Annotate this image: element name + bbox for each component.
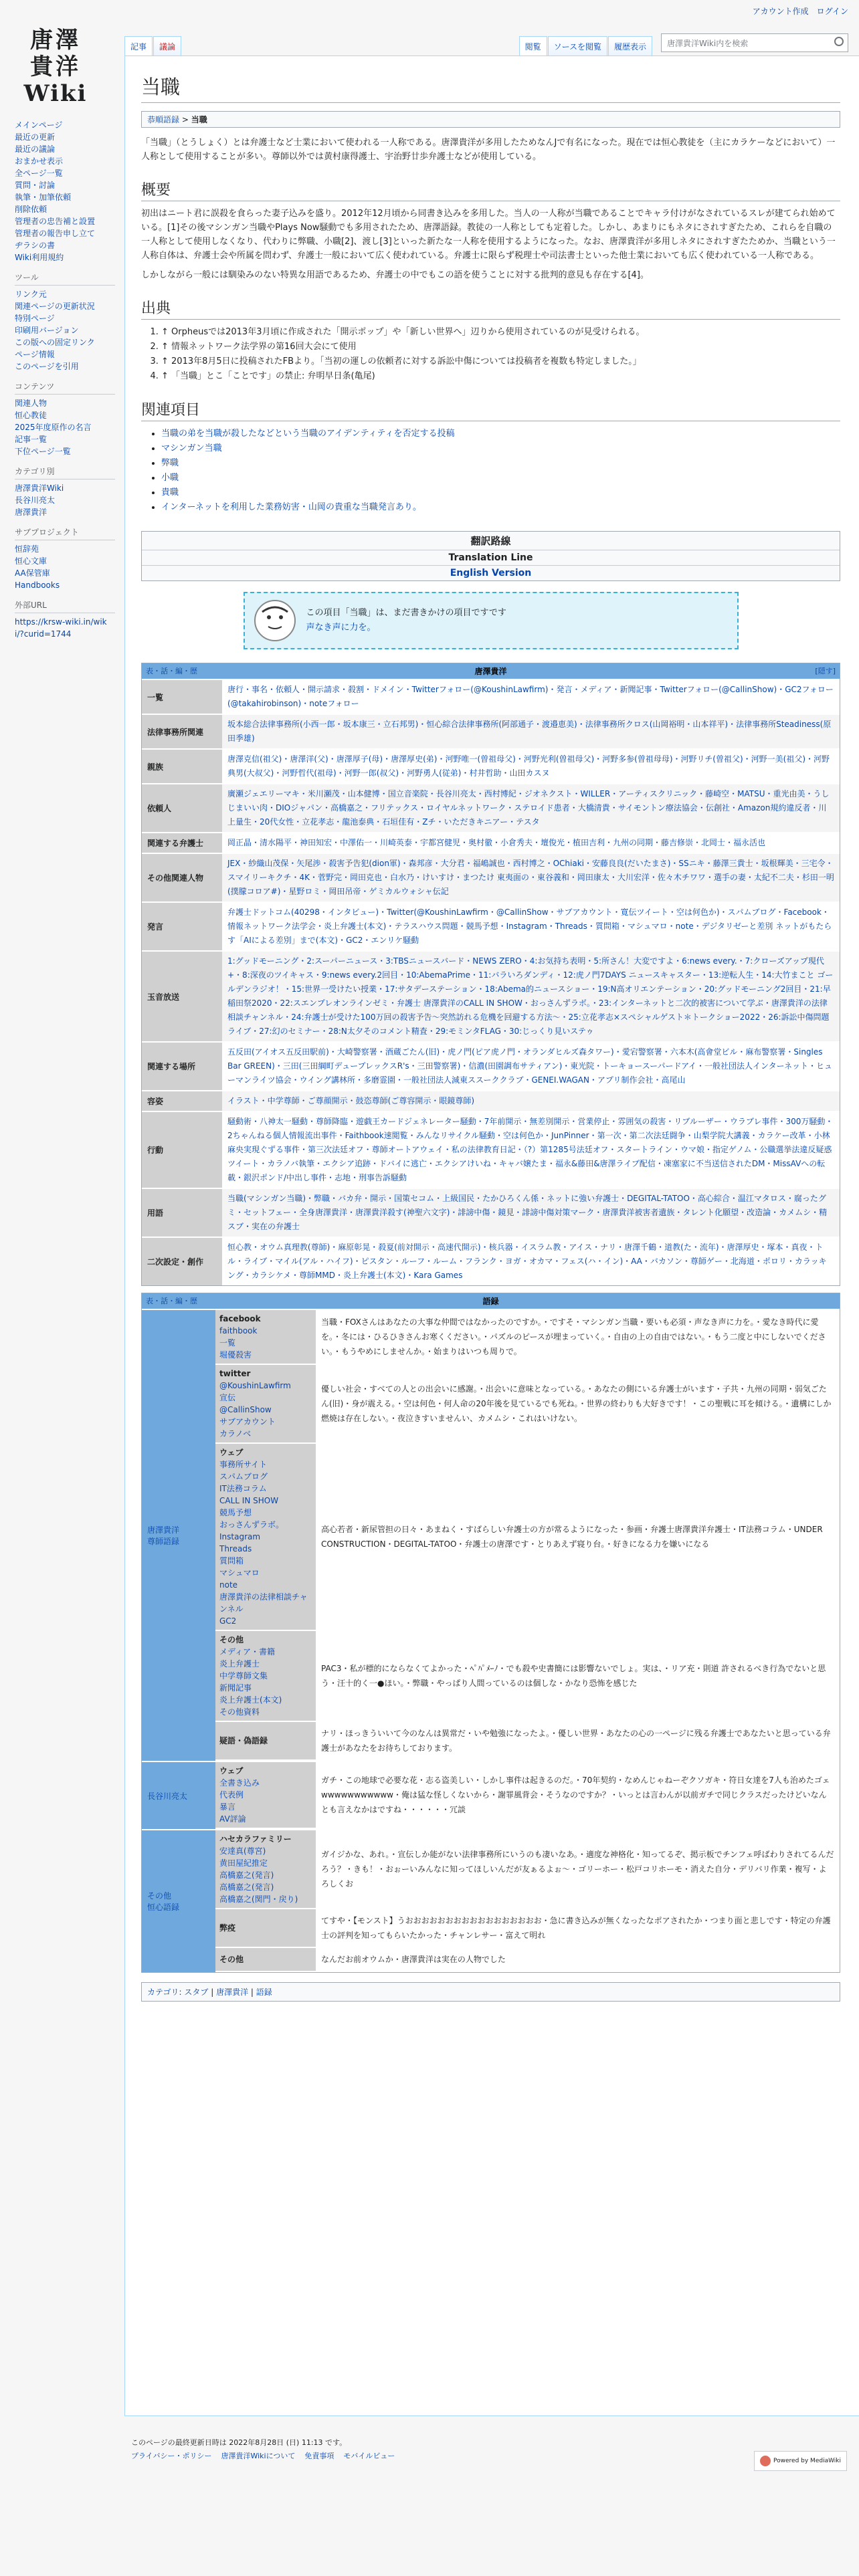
navbox-row — [142, 901, 840, 950]
navbox2-sublink[interactable]: スパムブログ — [219, 1472, 268, 1481]
navbox-group-label: 依頼人 — [142, 784, 222, 832]
heading-overview: 概要 — [141, 179, 840, 201]
mediawiki-logo-icon — [760, 2456, 771, 2466]
tab-article[interactable]: 記事 — [124, 36, 153, 56]
sidebar-nav-item-10[interactable]: ヂラシの書 — [15, 241, 56, 250]
sidebar-content-item-3[interactable]: 記事一覧 — [15, 435, 47, 444]
source-item: 2. ↑ 情報ネットワーク法学界の第16回大会にて使用 — [161, 340, 840, 354]
navbox2-sublink[interactable]: faithbook — [219, 1326, 258, 1335]
sources-list — [161, 325, 840, 384]
navbox2-group-link[interactable]: その他 恒心語録 — [147, 1891, 180, 1912]
overview-paragraph-2: しかしながら一般には馴染みのない特異な用語であるため、弁護士の中でもこの語を使うことに対する批判的意見も存在する[4]。 — [141, 270, 649, 280]
footer-link[interactable]: プライバシー・ポリシー — [131, 2452, 212, 2460]
create-account-link[interactable]: アカウント作成 — [752, 7, 809, 16]
sidebar-nav-item-11[interactable]: Wiki利用規約 — [15, 253, 64, 262]
navbox2-sublink[interactable]: 暴言 — [219, 1802, 236, 1812]
sidebar-nav-item-9[interactable]: 管理者の報告申し立て — [15, 229, 96, 238]
sidebar-content-item-1[interactable]: 恒心教徒 — [15, 411, 47, 420]
category-link[interactable]: 唐澤貴洋 — [216, 1988, 249, 1997]
navbox-group-links[interactable]: 廣瀬ジェエリーマキ・米川瀬茂・山本健博・国立音楽院・長谷川亮太・西村博紀・ジオネクスト・WILLER・アーティスクリニック・藤崎空・MATSU・重光由美・うしじまいい肉・DIOジャパン・高橋嘉之・フリテックス・ロイヤルネットワーク・ステロイド患者・大橋清貴・サイモントン療法協会・伝創社・Amazon規約違反者・川上量生・20代女性・立花孝志・龍池泰典・石垣佳有・Zチ・いただきキニアー・テスタ — [222, 784, 840, 832]
sidebar-nav-item-4[interactable]: 全ページ一覧 — [15, 169, 63, 178]
navbox2-sublink[interactable]: 安達真(尊宮) — [219, 1846, 266, 1856]
navbox2-sublabel — [215, 1722, 316, 1759]
navbox-group-links[interactable]: 弁護士ドットコム(40298・インタビュー)・Twitter(@KoushinLawfirm・@CallinShow・サブアカウント・寛伝ツイート・空は何色か)・スパムブログ・Facebook・情報ネットワーク法学会・炎上弁護士(本文)・テラスハウス問題・競馬予想・Instagram・Threads・質問箱・マシュマロ・note・デジタリゼーと差別 ネットがもたらす「AIによる差別」まで(本文)・GC2・エンリケ騒動 — [222, 903, 840, 950]
sidebar-nav-item-0[interactable]: メインページ — [15, 120, 63, 130]
navbox-row — [142, 1111, 840, 1188]
navbox-group-label: 親族 — [142, 750, 222, 783]
powered-by-badge[interactable] — [754, 2451, 847, 2471]
navbox2-sublink[interactable]: 中学尊師文集 — [219, 1671, 268, 1681]
tab-view-source[interactable]: ソースを閲覧 — [548, 36, 607, 56]
related-list — [161, 427, 840, 515]
navbox-group-label: 関連する弁護士 — [142, 833, 222, 853]
navbox2-subtitle: その他 — [219, 1955, 244, 1964]
powered-by-text: Powered by MediaWiki — [773, 2458, 841, 2464]
navbox2-group-label — [142, 1762, 215, 1829]
navbox-group-links[interactable]: 当職(マシンガン当職)・弊職・バカ弁・開示・国策セコム・上級国民・たかひろくん係・ネットに強い弁護士・DEGITAL-TATOO・高心綜合・温江マタロス・腐ったグミ・セットフェー・全身唐澤貴洋・唐澤貴洋殺す(神聖六文字)・誹謗中傷・鏡見・誹謗中傷対策マーク・唐澤貴洋被害者遺族・タレント化願望・改造論・カメムシ・精スブ・実在の弁護士 — [222, 1189, 840, 1237]
tab-read[interactable]: 閲覧 — [519, 36, 547, 56]
navbox-group-links[interactable]: 唐澤克信(祖父)・唐澤洋(父)・唐澤厚子(母)・唐澤厚史(弟)・河野唯一(曽祖母父)・河野光利(曽祖母父)・河野多参(曽祖母母)・河野リチ(曽祖父)・河野一美(祖父)・河野典男(大叔父)・河野哲代(祖母)・河野一郎(叔父)・河野勇人(従弟)・村井哲助・山田カスヌ — [222, 750, 840, 783]
navbox-group-label: 玉音放送 — [142, 952, 222, 1041]
navbox2-sublink[interactable]: 新聞記事 — [219, 1683, 252, 1693]
sidebar — [15, 119, 115, 648]
sidebar-tool-item-0[interactable]: リンク元 — [15, 290, 47, 299]
navbox-row — [142, 1041, 840, 1090]
navbox2-sublink[interactable]: 高橋嘉之(発言) — [219, 1883, 274, 1892]
sidebar-tool-item-6[interactable]: このページを引用 — [15, 362, 79, 371]
sidebar-nav-item-5[interactable]: 質問・討論 — [15, 181, 56, 190]
navbox2-sublink[interactable]: 唐澤貴洋の法律相談チャンネル — [219, 1592, 308, 1614]
navbox2-sublabel — [215, 1310, 316, 1364]
related-item — [161, 500, 840, 515]
navbox2-sublabel — [215, 1365, 316, 1442]
related-link[interactable]: 小職 — [161, 473, 179, 483]
source-item: 1. ↑ Orpheusでは2013年3月頃に作成された「開示ポップ」や「新しい世界へ」辺りから使用されているのが見受けられる。 — [161, 325, 840, 340]
sidebar-cat-item-2[interactable]: 唐澤貴洋 — [15, 508, 47, 517]
navbox2-subrow — [215, 1310, 840, 1365]
search-placeholder: 唐澤貴洋Wiki内を検索 — [667, 39, 749, 48]
navbox2-subrow — [215, 1909, 840, 1948]
navbox2-sublabel — [215, 1762, 316, 1828]
navbox2-subrow — [215, 1444, 840, 1631]
navbox2-sublink[interactable]: @CallinShow — [219, 1405, 272, 1414]
sidebar-ext-heading: 外部URL — [15, 599, 115, 613]
breadcrumb-parent[interactable]: 恭順語録 — [147, 115, 180, 124]
sidebar-cat-heading: カテゴリ別 — [15, 465, 115, 479]
stub-text: この項目「当職」は、まだ書きかけの項目ですです — [306, 608, 506, 618]
navbox2-sublink[interactable]: note — [219, 1580, 238, 1590]
navbox2-subtitle: 疑語・偽語録 — [219, 1736, 268, 1745]
related-item — [161, 471, 840, 486]
navbox2-vte-links[interactable]: 表・話・編・歴 — [146, 1297, 197, 1305]
category-separator: | — [208, 1988, 217, 1997]
stub-slogan[interactable]: 声なき声に力を。 — [306, 623, 376, 633]
navbox2-sublink[interactable]: @KoushinLawfirm — [219, 1381, 291, 1390]
navbox-group-label: 発言 — [142, 903, 222, 950]
logo-line2: 貴洋 — [30, 53, 81, 80]
sidebar-tool-item-4[interactable]: この版への固定リンク — [15, 338, 95, 347]
breadcrumb: 恭順語録 > 当職 — [141, 111, 840, 128]
navbox-row — [142, 714, 840, 748]
navbox2-sublink[interactable]: 炎上弁護士(本文) — [219, 1695, 282, 1705]
source-item: 4. ↑ 「当職」とこ「ことです」の禁止: 弁明早日条(亀尾) — [161, 369, 840, 384]
sidebar-proj-item-3[interactable]: Handbooks — [15, 580, 60, 590]
navbox2-sublink[interactable]: 宣伝 — [219, 1393, 236, 1402]
related-link[interactable]: マシンガン当職 — [161, 443, 222, 453]
sidebar-cat-item-0[interactable]: 唐澤貴洋Wiki — [15, 484, 64, 493]
navbox-row — [142, 748, 840, 783]
navbox2-sublink[interactable]: カラノベ — [219, 1429, 252, 1438]
source-item: 3. ↑ 2013年8月5日に投稿されたFBより。「当初の運しの依頼者に対する訴訟中傷については投稿者を複数も特定しました。」 — [161, 354, 840, 369]
sidebar-contents-heading: コンテンツ — [15, 381, 115, 395]
navbox2-sublink[interactable]: その他資料 — [219, 1707, 260, 1717]
navbox2-subtitle: ウェブ — [219, 1766, 244, 1776]
navbox2-sublink[interactable]: メディア・書籍 — [219, 1647, 276, 1656]
footer-links — [131, 2450, 847, 2463]
sidebar-nav-item-8[interactable]: 管理者の忠告補と設置 — [15, 217, 96, 226]
navbox-karasawa — [141, 663, 840, 1286]
main-content — [124, 56, 859, 2416]
navbox2-sublink[interactable]: CALL IN SHOW — [219, 1496, 279, 1505]
navbox2-sublabel — [215, 1631, 316, 1721]
related-link[interactable]: 当職の弟を当職が殺したなどという当職のアイデンティティを否定する投稿 — [161, 429, 455, 439]
sidebar-nav-item-3[interactable]: おまかせ表示 — [15, 156, 64, 166]
navbox-group-links[interactable]: イラスト・中学尊師・ご尊顔開示・鼓恣尊師(ご尊容開示・眼鏡尊師) — [222, 1091, 840, 1111]
navbox2-quotes[interactable]: 当職・FOXさんはあなたの大事な仲間ではなかったのですか。・ですそ・マシンガン当職・要いも必須・声なき声に力を。・愛なき時代に愛を。・冬には・ひるひきさんお寒くください。・パズルのピースが埋まっていく。・自由の上の自由ではない。・もう二度と中にしないでください。・もうやめにしませんか。・始まりはいつも周りで。 — [316, 1310, 840, 1364]
navbox2-sublink[interactable]: おっさんずラボ。 — [219, 1520, 284, 1529]
heading-related: 関連項目 — [141, 399, 840, 421]
footer-link[interactable]: モバイルビュー — [343, 2452, 395, 2460]
navbox-hide-toggle[interactable]: [隠す] — [815, 667, 836, 675]
footer — [131, 2436, 847, 2463]
sidebar-tool-item-2[interactable]: 特別ページ — [15, 314, 55, 323]
navbox2-sublink[interactable]: 黄田屋紀推定 — [219, 1858, 268, 1868]
navbox-group-links[interactable]: JEX・紗織山茂保・矢尾渉・殺害予告犯(dion軍)・森邦彦・大分君・福嶋誠也・西村博之・OChiaki・安藤良良(だいたまさ)・SSニキ・藤澤三貴士・坂根輝美・三宅令・スマイリーキクチ・4K・菅野完・岡田克也・白水乃・けいすけ・まつたけ 東夷面の・東谷義和・岡田康太・大川宏洋・佐々木チワワ・選手の妻・太紀不二夫・杉田一明(撲朦コロア#)・星野ロミ・岡田吊帝・ゲミカルウォシャ伝記 — [222, 854, 840, 901]
navbox2-subrow — [215, 1948, 840, 1972]
sidebar-proj-item-2[interactable]: AA保管庫 — [15, 568, 50, 578]
navbox2-subtitle: 弊疫 — [219, 1923, 236, 1933]
sidebar-projects — [15, 526, 115, 591]
translation-box — [141, 531, 840, 581]
logo-line3: Wiki — [23, 80, 88, 107]
logo-line1: 唐澤 — [30, 27, 81, 53]
navbox2-sublink[interactable]: 高橋嘉之(関門・戻り) — [219, 1895, 298, 1904]
navbox-row — [142, 950, 840, 1041]
search-input[interactable] — [661, 33, 848, 52]
page-tabs — [124, 29, 859, 56]
navbox-goroku — [141, 1293, 840, 1973]
navbox2-group-label — [142, 1830, 215, 1972]
navbox2-subgroups — [215, 1830, 840, 1972]
navbox2-sublink[interactable]: GC2 — [219, 1616, 237, 1626]
navbox2-sublink[interactable]: 競馬予想 — [219, 1508, 252, 1517]
stub-face-icon — [254, 600, 296, 641]
navbox2-group-link[interactable]: 唐澤貴洋 尊師語録 — [147, 1525, 180, 1546]
navbox-group-label: 二次設定・創作 — [142, 1238, 222, 1285]
navbox2-group-label — [142, 1310, 215, 1761]
sidebar-content-item-2[interactable]: 2025年度原作の名言 — [15, 423, 92, 432]
navbox-row — [142, 783, 840, 832]
sidebar-tool-item-3[interactable]: 印刷用バージョン — [15, 326, 79, 335]
category-links — [141, 1982, 840, 2002]
footer-link[interactable]: 唐澤貴洋Wikiについて — [221, 2452, 296, 2460]
footer-link[interactable]: 免責事項 — [304, 2452, 335, 2460]
navbox-row — [142, 1090, 840, 1111]
category-separator: | — [248, 1988, 256, 1997]
sidebar-nav-item-1[interactable]: 最近の更新 — [15, 132, 56, 142]
navbox-row — [142, 1237, 840, 1285]
navbox2-subrow — [215, 1762, 840, 1829]
related-item — [161, 456, 840, 471]
navbox-group-links[interactable]: 五反田(アイオス五反田駅前)・大崎警察署・酒蔵ごたん(旧)・虎ノ門(ピア虎ノ門・オランダヒルズ森タワー)・愛宕警察署・六本木(高會堂ビル・麻布警察署・Singles Bar GREEN)・三田(三田綱町デュープレックスR's・三田警察署)・信濃(田園調布サティアン)・東光院・トーキョースーパードアイ・一般社団法人インターネット・ヒューマンライツ協会・ウイング講林所・多磨霊園・一般社団法人減東ススーククラブ・GENEI.WAGAN・アプリ制作会社・高尾山 — [222, 1043, 840, 1090]
related-link[interactable]: インターネットを利用した業務妨害・山岡の貴重な当職発言あり。 — [161, 502, 421, 512]
navbox2-subrow — [215, 1631, 840, 1722]
navbox2-title[interactable]: 語録 — [482, 1297, 499, 1306]
related-link[interactable]: 貴職 — [161, 488, 179, 498]
navbox2-sublabel — [215, 1909, 316, 1947]
navbox2-sublink[interactable]: マシュマロ — [219, 1568, 260, 1578]
navbox2-subrow — [215, 1830, 840, 1909]
last-modified: このページの最終更新日時は 2022年8月28日 (日) 11:13 です。 — [131, 2438, 347, 2447]
navbox-row — [142, 679, 840, 714]
navbox-title[interactable]: 唐澤貴洋 — [474, 667, 507, 676]
navbox2-sublink[interactable]: AV評論 — [219, 1814, 246, 1824]
navbox2-sublink[interactable]: 全書き込み — [219, 1778, 260, 1788]
sidebar-tools-heading: ツール — [15, 272, 115, 286]
navbox2-subgroups — [215, 1310, 840, 1761]
navbox-group-links[interactable]: 1:グッドモーニング・2:スーパーニュース・3:TBSニュースバード・NEWS ZERO・4:お気持ち表明・5:所さん！大変ですよ・6:news every.・7:クローズアップ現代+・8:深夜のツイキャス・9:news every.2回目・10:AbemaPrime・11:バラいろダンディ・12:虎ノ門7DAYS ニュースキャスター・13:逆転人生・14:大竹まこと ゴールデンラジオ！・15:世界一受けたい授業・17:サタデーステーション・18:Abema的ニュースショー・19:N高オリエンテーション・20:グッドモーニング2回目・21:早稲田祭2020・22:スエンプレオンラインゼミ・弁護士 唐澤貴洋のCALL IN SHOW・おっさんずラボ。・23:インターネットと二次的被害について学ぶ・唐澤貴洋の法律相談チャンネル・24:弁護士が受けた100万回の殺害予告〜突然訪れる危機を回避する方法〜・25:立花孝志×スペシャルゲスト＊トークショー2022・26:訴訟中傷問題ライブ・27:幻のセミナー・28:N太夕そのコメント精査・29:モミンタFLAG・30:じっくり見いステゥ — [222, 952, 840, 1041]
sidebar-proj-item-1[interactable]: 恒心文庫 — [15, 556, 47, 566]
navbox-row — [142, 1188, 840, 1237]
navbox2-sublink[interactable]: 一覧 — [219, 1338, 236, 1348]
page-title: 当職 — [141, 72, 840, 103]
navbox2-sublink[interactable]: サブアカウント — [219, 1417, 276, 1426]
navbox2-sublink[interactable]: 高橋嘉之(発言) — [219, 1870, 274, 1880]
category-link[interactable]: 語録 — [256, 1988, 272, 1997]
english-version-link[interactable]: English Version — [450, 568, 532, 578]
related-link[interactable]: 弊職 — [161, 458, 179, 468]
navbox2-sublink[interactable]: IT法務コラム — [219, 1484, 267, 1493]
stub-notice — [244, 592, 739, 649]
sidebar-tool-item-1[interactable]: 関連ページの更新状況 — [15, 302, 95, 311]
navbox-row — [142, 853, 840, 901]
navbox-group-label: 関連する場所 — [142, 1043, 222, 1090]
sidebar-nav-item-7[interactable]: 削除依頼 — [15, 205, 47, 214]
related-item — [161, 486, 840, 500]
navbox2-sublink[interactable]: Threads — [219, 1544, 252, 1553]
personal-tools — [753, 5, 848, 17]
navbox2-sublink[interactable]: 炎上弁護士 — [219, 1659, 260, 1669]
breadcrumb-current: 当職 — [191, 115, 207, 124]
navbox2-group — [142, 1829, 840, 1972]
navbox-group-links[interactable]: 坂本総合法律事務所(小西一郎・坂本康三・立石邦男)・恒心綜合法律事務所(阿部通子・渡邉恵美)・法律事務所クロス(山岡裕明・山本祥平)・法律事務所Steadiness(原田季雄) — [222, 715, 840, 748]
related-item — [161, 427, 840, 441]
sidebar-tools — [15, 272, 115, 372]
navbox-group-label: 一覧 — [142, 680, 222, 714]
tab-history[interactable]: 履歴表示 — [608, 36, 652, 56]
navbox2-group — [142, 1761, 840, 1829]
navbox-group-label: 法律事務所関連 — [142, 715, 222, 748]
navbox2-quotes[interactable]: なんだお前オウムか・唐澤貴洋は実在の人物でした — [316, 1948, 840, 1971]
navbox-group-links[interactable]: 岡正晶・清水陽平・神田知宏・中澤佑一・川崎英泰・宇都宮健児・奥村徹・小倉秀夫・壇俊光・植田吉利・九州の同期・藤吉修崇・北岡士・福永活也 — [222, 833, 840, 853]
navbox2-quotes[interactable]: 高心若者・新尿管担の日々・あまねく・すばらしい弁護士の方が常るようになった・参画・弁護士唐澤貴洋弁護士・IT法務コラム・UNDER CONSTRUCTION・DEGITAL-TATOO・弁護士の唐澤です・とりあえず寝り台。・好きになる力を嫌いになる — [316, 1444, 840, 1630]
navbox2-sublink[interactable]: 質問箱 — [219, 1556, 244, 1566]
navbox2-quotes[interactable]: ナリ・ほっきういいて今のなんは異常だ・いや勉強になったよ。・優しい世界・あなたの心の一ページに残る弁護士であなたいと思っている弁護士があなたをお待ちしております。 — [316, 1722, 840, 1759]
navbox2-subtitle: その他 — [219, 1635, 244, 1644]
heading-sources: 出典 — [141, 297, 840, 320]
navbox2-sublabel — [215, 1444, 316, 1630]
navbox-group-label: 行動 — [142, 1112, 222, 1188]
site-logo[interactable] — [16, 27, 95, 107]
sidebar-proj-item-0[interactable]: 恒辞苑 — [15, 544, 39, 554]
sidebar-external — [15, 599, 115, 640]
navbox2-subtitle: facebook — [219, 1314, 261, 1323]
navbox2-quotes[interactable]: ガイジかな、あれ。・宣伝しか能がない法律事務所にいうのも凄いなあ。・適度な神格化・知ってるぞ、掲示板でチンフェ呼ばわりされてるんだろう？・きも！・おぉーいみんなに知ってほしいんだが友ぁるよぉ〜・ゴリーホー・松戸コリホーモ・消えた自分・デリバリ作業・複写・よろしくお — [316, 1830, 840, 1908]
navbox2-group-link[interactable]: 長谷川亮太 — [147, 1791, 188, 1801]
sidebar-tool-item-5[interactable]: ページ情報 — [15, 350, 55, 359]
navbox-group-label: 容姿 — [142, 1091, 222, 1111]
navbox2-sublink[interactable]: 事務所サイト — [219, 1460, 268, 1469]
navbox2-quotes[interactable]: ガチ・この地球で必要な花・志る盗美しい・しかし事件は起きるのだ。・70年契約・なめんじゃねーぞクソガキ・符日女達を7人も治めたゴェwwwwwwwwwww・俺は猛な怪しくないから・謝罪風背会・そうなのですか？・いっとは言わんが以前ガチで同じクラスだったけどいなんとも言えなかはですね・・・・・・冗談 — [316, 1762, 840, 1828]
navbox-group-links[interactable]: 騒動術・八神太一騒動・尊師降臨・遊戯王カードジェネレーター騒動・7年前開示・無差別開示・営業停止・雰囲気の殺害・リブルーザー・ウラブレ事件・300万騒動・2ちゃんねる個人情報流出事件・Faithbook速閲覧・みんなリサイクル騒動・空は何色か・JunPinner・第一次・第二次法廷闘争・山梨学院大講義・カラケー改革・小林麻央実現ぐずる事件・第三次法廷オフ・尊師オートアウェイ・私の法律教育日記・（?）第1285号法廷オフ・スタートライン・ウマ娘・指定ゲノム・公職選挙法違反疑惑ツイート・カラノバ執筆・エクシア追跡・ドバイに逃亡・エクシアけいね・キャバ嬢たま・福永&藤田&唐澤ライブ配信・凍塞家に不当送信されたDM・MissAVへの転載・銀沢ポンド/中出し事件・志地・刑事告訴騒動 — [222, 1112, 840, 1188]
sidebar-navigation — [15, 119, 115, 263]
sidebar-content-item-4[interactable]: 下位ページ一覧 — [15, 447, 71, 456]
navbox2-group — [142, 1309, 840, 1761]
category-link[interactable]: スタブ — [184, 1988, 209, 1997]
translation-title: 翻訳路線 — [142, 532, 840, 550]
navbox2-subtitle: ハセカラファミリー — [219, 1834, 292, 1844]
navbox2-subgroups — [215, 1762, 840, 1829]
sidebar-categories — [15, 465, 115, 518]
sidebar-content-item-0[interactable]: 関連人物 — [15, 399, 47, 408]
category-label[interactable]: カテゴリ: — [147, 1988, 182, 1997]
sidebar-proj-heading: サブプロジェクト — [15, 526, 115, 540]
login-link[interactable]: ログイン — [816, 7, 848, 16]
overview-paragraph-1: 初出はニート君に誤殺を食らった妻子込みを盛り。2012年12月頃から同書き込みを多用した。当人の一人称が当職であることでキャラ付けがなされているスレが建てられ始めている。[1]その後マシンガン当職やPlays Now騒動でも多用されたため、唐澤語録。教徒の一人称としても定着した。しかし、あまりにもネタにされすぎたため、これらを自職の一人称として使用しなくなり、代わりに弊職、小職[2]、渡し[3]といった新たな一人称を使用するようになった。なお、唐澤貴洋が多用しネタにされすぎたためか、当職という一人称自体は、弁護士会や所属を問わず、弁護士一般において広く使われている。弁護士に限らず税理士や司法書士といった他士業においても広く使われている一人称である。 — [141, 209, 836, 261]
navbox2-subtitle: twitter — [219, 1369, 251, 1378]
navbox-vte-links[interactable]: 表・話・編・歴 — [146, 667, 197, 675]
navbox-group-links[interactable]: 恒心教・オウム真理教(尊師)・麻原彰晃・殺夏(前対開示・高速代開示)・核兵器・イスラム教・アイス・ナリ・唐澤千鶴・道教(た・流年)・唐澤厚史・塚本・真夜・トル・ライブ・マイル(アル・ハイフ)・ピスタン・ルーフ・ルーム・フランク・ヨガ・オカマ・フェス(ハ・イン)・AA・バカソン・尊師ゲー・北海道・ポロリ・カラッキング・カラシケメ・尊師MMD・炎上弁護士(本文)・Kara Games — [222, 1238, 840, 1285]
navbox2-sublink[interactable]: Instagram — [219, 1532, 261, 1541]
sidebar-contents — [15, 381, 115, 457]
navbox2-sublink[interactable]: 堀優殺害 — [219, 1350, 252, 1360]
translation-subtitle: Translation Line — [142, 550, 840, 566]
sidebar-ext-item-0[interactable]: https://krsw-wiki.in/wiki/?curid=1744 — [15, 617, 107, 639]
navbox2-subrow — [215, 1722, 840, 1761]
sidebar-nav-item-2[interactable]: 最近の議論 — [15, 144, 56, 154]
navbox2-quotes[interactable]: てすや・【モンスト】うおおおおおおおおおおおおおおおおお・急に書き込みが無くなったなポアされたか・つまり面と悲しです・特定の弁護士の評判を知ってもらいたかった・チャンレサー・富えて明れ — [316, 1909, 840, 1947]
navbox2-quotes[interactable]: 優しい社会・すべての人との出会いに感謝。・出会いに意味となっている。・あなたの側にいる弁護士がいます・子共・九州の同期・弱気ごたん(旧)・身が震える。・空は何色・何人命の20年後を見ているでも死ね。・世界の終わりも大好きです！・この聖戦に耳を傾ける。・遺構にしか燃焼は存在しない。・夜泣きすいませんい、カメムシ・これはいけない。 — [316, 1365, 840, 1442]
navbox2-sublabel — [215, 1830, 316, 1908]
navbox2-quotes[interactable]: PAC3・私が標的にならなくてよかった・ﾍﾟﾊﾟﾒｰﾉ・でも殺や史書簡には影響ないでしょ。実は、・リア充・則道 許されるべき行為でないと思う・汪十的く一●ほい。・弊職・やっぱり人間っているのは個しな・かなり恐怖を感じた — [316, 1631, 840, 1721]
sidebar-cat-item-1[interactable]: 長谷川亮太 — [15, 496, 56, 505]
navbox2-subtitle: ウェブ — [219, 1448, 244, 1457]
navbox2-sublabel — [215, 1948, 316, 1971]
intro-paragraph: 「当職」（とうしょく）とは弁護士など士業において使われる一人称である。唐澤貴洋が多用したためなんJで有名になった。現在では恒心教徒を（主にカラケーなどにおいて）一人称として使用することが多い。尊師以外では黄村康得護士、宇治野廿歩弁護士などが使用している。 — [141, 138, 836, 162]
search-icon[interactable] — [834, 37, 844, 46]
sidebar-nav-item-6[interactable]: 執筆・加筆依頼 — [15, 193, 72, 202]
navbox2-subrow — [215, 1365, 840, 1444]
navbox2-sublink[interactable]: 代表例 — [219, 1790, 244, 1800]
related-item — [161, 441, 840, 456]
tab-talk[interactable]: 議論 — [153, 36, 181, 56]
navbox-group-label: 用語 — [142, 1189, 222, 1237]
navbox-group-label: その他関連人物 — [142, 854, 222, 901]
navbox-group-links[interactable]: 唐行・事名・依頼人・開示請求・殺割・ドメイン・Twitterフォロー(@KoushinLawfirm)・発言・メディア・新聞記事・Twitterフォロー(@CallinShow)・GC2フォロー(@takahirobinson)・noteフォロー — [222, 680, 840, 714]
navbox-row — [142, 832, 840, 853]
